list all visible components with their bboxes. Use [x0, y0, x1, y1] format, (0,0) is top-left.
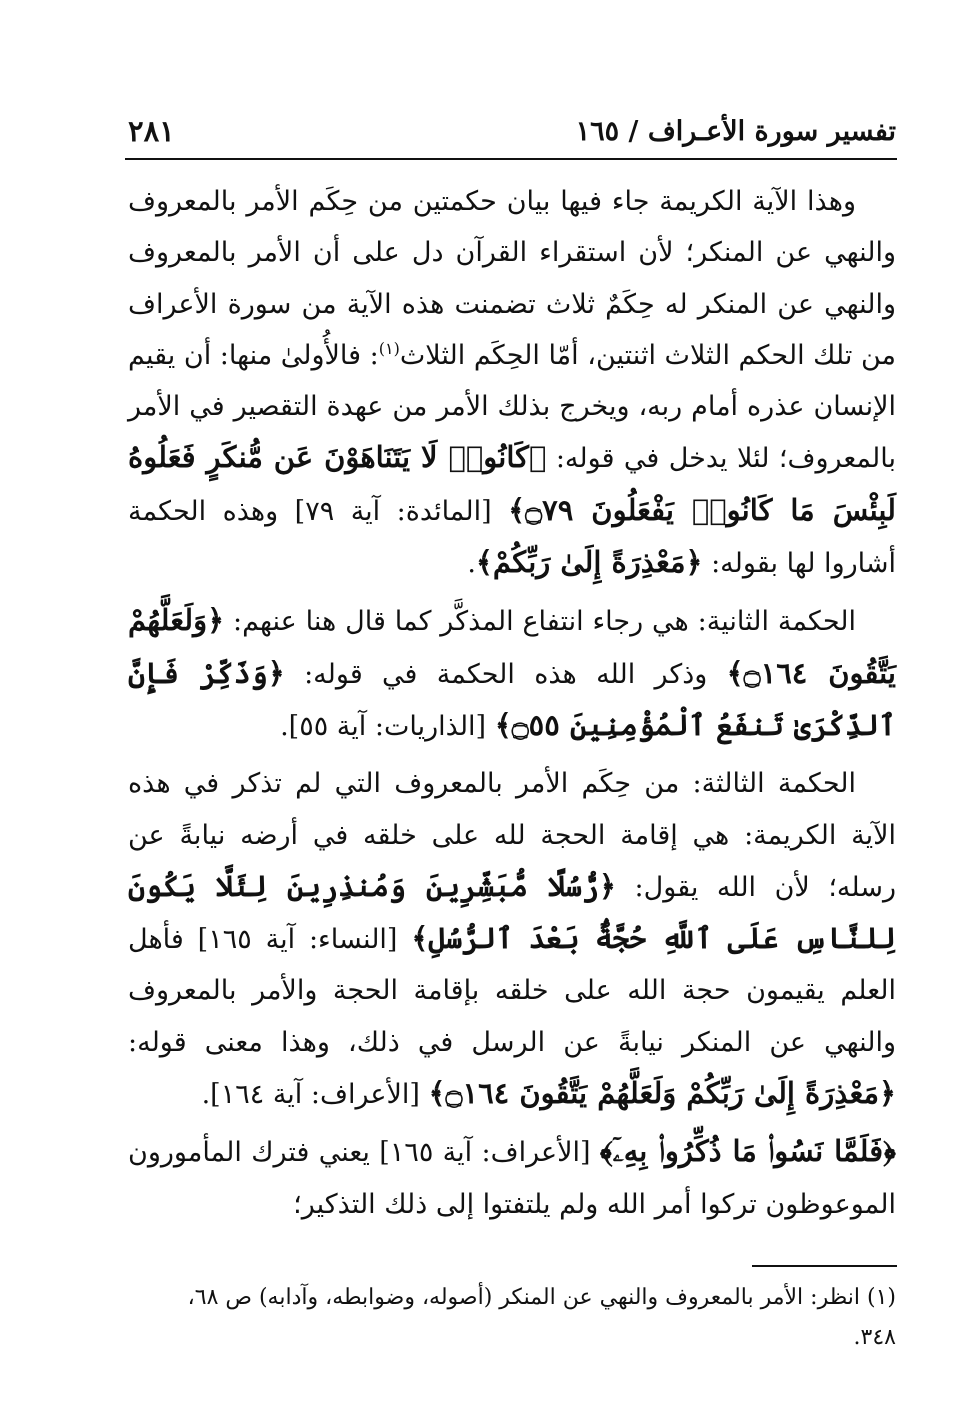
- quran-quote: ﴿وَذَكِّرْ فَإِنَّ ٱلذِّكْرَىٰ تَنفَعُ ٱلْمُؤْمِنِينَ ۝٥٥﴾: [128, 655, 896, 742]
- page-number: ٢٨١: [128, 114, 175, 148]
- header-title: تفسير سورة الأعـراف / ١٦٥: [575, 116, 896, 147]
- footnote: [128, 1278, 896, 1358]
- paragraph-4: [128, 1126, 896, 1230]
- paragraph-2: [128, 595, 896, 752]
- main-text: [128, 176, 896, 1236]
- footnote-line-2: ٣٤٨.: [853, 1325, 896, 1350]
- paragraph-3: [128, 758, 896, 1120]
- header-divider: [125, 158, 897, 160]
- paragraph-3-continued: [النساء: آية ١٦٥] فأهل العلم يقيمون حجة الله على خلقه بإقامة الحجة والأمر بالمعروف والنهي عن المنكر نيابةً عن الرسل في ذلك، وهذا معنى قوله:: [128, 924, 896, 1058]
- paragraph-4-text: [الأعراف: آية ١٦٥] يعني فترك المأمورون الموعوظون تركوا أمر الله ولم يلتفتوا إلى ذلك التذكير؛: [128, 1137, 896, 1220]
- paragraph-3-text: الحكمة الثالثة: من حِكَم الأمر بالمعروف التي لم تذكر في هذه الآية الكريمة: هي إقامة الحجة لله على خلقه في أرضه نيابةً عن رسله؛ لأن الله يقول:: [128, 768, 897, 903]
- paragraph-1-tail: [المائدة: آية ٧٩] وهذه الحكمة أشاروا لها بقوله:: [128, 495, 896, 580]
- footnote-divider: [752, 1265, 897, 1267]
- paragraph-2-text: الحكمة الثانية: هي رجاء انتفاع المذكَّر كما قال هنا عنهم:: [232, 606, 856, 638]
- paragraph-3-reference: [الأعراف: آية ١٦٤].: [201, 1079, 420, 1111]
- quran-quote: ﴿رُّسُلًا مُّبَشِّرِينَ وَمُنذِرِينَ لِئَلَّا يَكُونَ لِلنَّاسِ عَلَى ٱللَّهِ حُجَّةٌۢ بَعْدَ ٱلرُّسُلِ﴾: [128, 868, 897, 956]
- paragraph-2-reference: [الذاريات: آية ٥٥].: [280, 710, 487, 742]
- quran-quote: ﴿كَانُوا۟ لَا يَتَنَاهَوْنَ عَن مُّنكَرٍ فَعَلُوهُ لَبِئْسَ مَا كَانُوا۟ يَفْعَلُونَ ۝٧٩﴾: [128, 440, 897, 527]
- paragraph-1-text: وهذا الآية الكريمة جاء فيها بيان حكمتين من حِكَم الأمر بالمعروف والنهي عن المنكر؛ لأن استقراء القرآن دل على أن الأمر بالمعروف والنهي عن المنكر له حِكَمٌ ثلاث تضمنت هذه الآية من سورة الأعراف من تلك الحكم الثلاث اثنتين، أمّا الحِكَم الثلاث: [128, 186, 896, 371]
- quran-quote: ﴿مَعْذِرَةً إِلَىٰ رَبِّكُمْ﴾: [475, 545, 703, 580]
- paragraph-1: [128, 176, 896, 589]
- quran-quote: ﴿وَلَعَلَّهُمْ يَتَّقُونَ ۝١٦٤﴾: [128, 603, 896, 690]
- quran-quote: ﴿فَلَمَّا نَسُوا۟ مَا ذُكِّرُوا۟ بِهِۦٓ﴾: [599, 1134, 896, 1169]
- paragraph-1-continued: : فالأُولىٰ منها: أن يقيم الإنسان عذره أمام ربه، ويخرج بذلك الأمر من عهدة التقصير في الأمر بالمعروف؛ لئلا يدخل في قوله:: [128, 339, 896, 475]
- quran-quote: ﴿مَعْذِرَةً إِلَىٰ رَبِّكُمْ وَلَعَلَّهُمْ يَتَّقُونَ ۝١٦٤﴾: [428, 1076, 896, 1111]
- paragraph-1-dot: .: [467, 548, 476, 580]
- footnote-marker: (١): [378, 338, 400, 358]
- footnote-line-1: (١) انظر: الأمر بالمعروف والنهي عن المنكر (أصوله، وضوابطه، وآدابه) ص ٦٨،: [187, 1285, 896, 1310]
- running-header: [128, 112, 896, 152]
- paragraph-2-continued: وذكر الله هذه الحكمة في قوله:: [304, 658, 708, 690]
